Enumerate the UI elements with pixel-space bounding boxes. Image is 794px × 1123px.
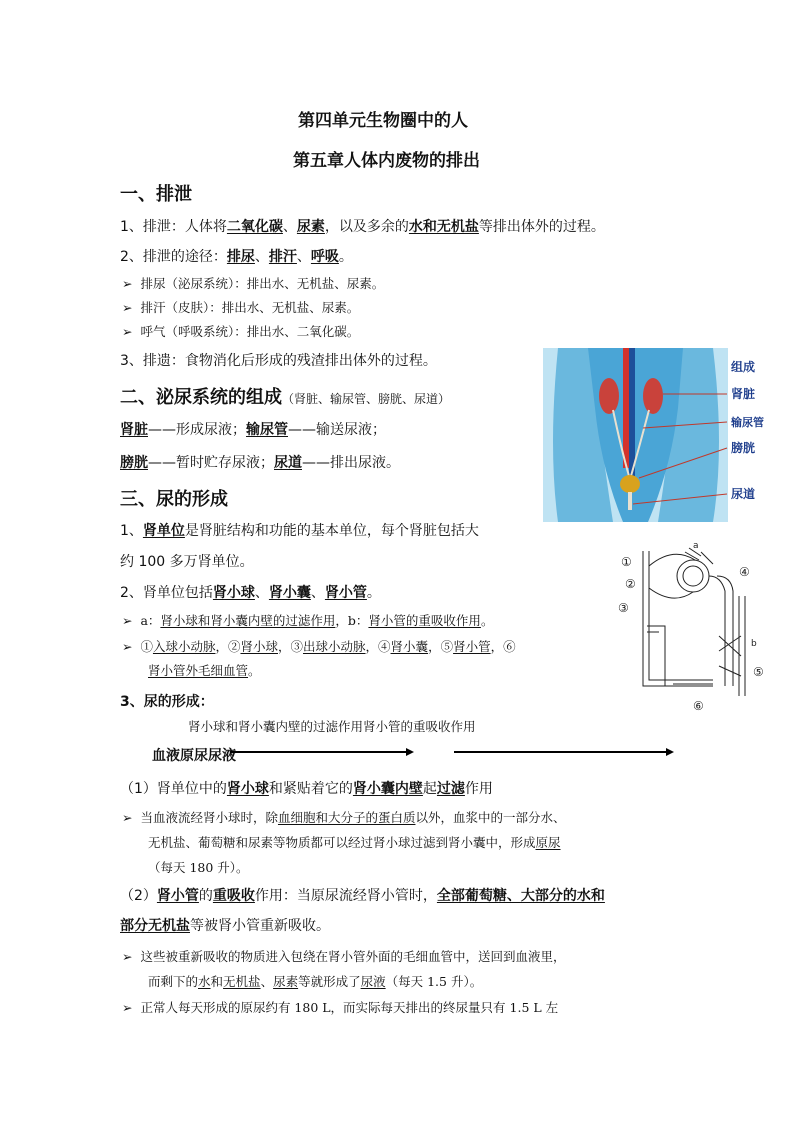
bullet-numbered-parts: ➢ ①入球小动脉，②肾小球，③出球小动脉，④肾小囊，⑤肾小管，⑥: [122, 639, 516, 654]
nephron-figure: [613, 536, 773, 716]
bullet-reabsorption-detail: ➢ 这些被重新吸收的物质进入包绕在肾小管外面的毛细血管中，送回到血液里，: [122, 949, 566, 964]
urinary-system-illustration: [543, 348, 771, 522]
subheading-urine-formation: 3、尿的形成：: [120, 694, 214, 710]
nephron-label-4: ④: [739, 565, 750, 579]
urinary-system-figure: [543, 348, 771, 522]
line-bladder-urethra: 膀胱——暂时贮存尿液；尿道——排出尿液。: [120, 455, 400, 471]
flow-arrowhead-filtration: [406, 748, 414, 756]
nephron-illustration: [613, 536, 773, 716]
line-kidney-ureter: 肾脏——形成尿液；输尿管——输送尿液；: [120, 422, 386, 438]
bullet-icon: ➢: [122, 613, 133, 628]
figure-label-kidney: 肾脏: [731, 387, 756, 401]
flow-arrowhead-reabsorption: [666, 748, 674, 756]
bullet-urination: ➢ 排尿（泌尿系统）：排出水、无机盐、尿素。: [122, 276, 385, 291]
bullet-filtration-detail-cont: 无机盐、葡萄糖和尿素等物质都可以经过肾小球过滤到肾小囊中，形成原尿: [148, 835, 561, 850]
bullet-sweating: ➢ 排汗（皮肤）：排出水、无机盐、尿素。: [122, 300, 360, 315]
paragraph-reabsorption-cont: 部分无机盐等被肾小管重新吸收。: [120, 918, 330, 934]
chapter-title: 第五章人体内废物的排出: [293, 151, 480, 171]
figure-label-bladder: 膀胱: [731, 441, 756, 455]
bullet-filtration-detail: ➢ 当血液流经肾小球时，除血细胞和大分子的蛋白质以外，血浆中的一部分水、: [122, 810, 566, 825]
paragraph-nephron-parts: 2、肾单位包括肾小球、肾小囊、肾小管。: [120, 585, 381, 601]
nephron-label-1: ①: [621, 555, 632, 569]
bullet-icon: ➢: [122, 639, 133, 654]
section-heading-excretion: 一、排泄: [120, 184, 192, 205]
section-heading-urinary-system: 二、泌尿系统的组成（肾脏、输尿管、膀胱、尿道）: [120, 387, 451, 408]
bullet-reabsorption-detail-cont: 而剩下的水和无机盐、尿素等就形成了尿液（每天 1.5 升）。: [148, 974, 483, 989]
bullet-icon: ➢: [122, 810, 133, 825]
paragraph-filtration: （1）肾单位中的肾小球和紧贴着它的肾小囊内壁起过滤作用: [120, 781, 493, 797]
nephron-label-2: ②: [625, 577, 636, 591]
nephron-label-b: b: [751, 639, 757, 649]
flow-process-labels: 肾小球和肾小囊内壁的过滤作用肾小管的重吸收作用: [188, 719, 476, 734]
nephron-label-5: ⑤: [753, 665, 764, 679]
bullet-a-b-meaning: ➢ a：肾小球和肾小囊内壁的过滤作用，b：肾小管的重吸收作用。: [122, 613, 494, 628]
paragraph-nephron: 1、肾单位是肾脏结构和功能的基本单位，每个肾脏包括大: [120, 523, 479, 539]
paragraph-reabsorption: （2）肾小管的重吸收作用：当原尿流经肾小管时，全部葡萄糖、大部分的水和: [120, 888, 605, 904]
figure-label-ureter: 输尿管: [731, 416, 764, 429]
flow-stage-labels: 血液原尿尿液: [152, 748, 236, 764]
bullet-icon: ➢: [122, 300, 133, 315]
bullet-breathing: ➢ 呼气（呼吸系统）：排出水、二氧化碳。: [122, 324, 360, 339]
unit-title: 第四单元生物圈中的人: [298, 111, 468, 131]
bullet-numbered-parts-cont: 肾小管外毛细血管。: [148, 663, 261, 678]
nephron-label-3: ③: [618, 601, 629, 615]
bullet-icon: ➢: [122, 1000, 133, 1015]
bullet-icon: ➢: [122, 949, 133, 964]
bullet-icon: ➢: [122, 324, 133, 339]
nephron-label-a: a: [693, 541, 699, 551]
figure-label-urethra: 尿道: [731, 487, 756, 501]
figure-label-composition: 组成: [731, 360, 756, 374]
bullet-icon: ➢: [122, 276, 133, 291]
nephron-label-6: ⑥: [693, 699, 704, 713]
bullet-filtration-volume: （每天 180 升）。: [148, 860, 249, 875]
bullet-urine-volume: ➢ 正常人每天形成的原尿约有 180 L，而实际每天排出的终尿量只有 1.5 L 左: [122, 1000, 559, 1015]
paragraph-egestion: 3、排遗：食物消化后形成的残渣排出体外的过程。: [120, 353, 437, 369]
section-heading-urine-formation: 三、尿的形成: [120, 489, 228, 510]
flow-arrows: [230, 745, 680, 759]
paragraph-excretion-routes: 2、排泄的途径：排尿、排汗、呼吸。: [120, 249, 353, 265]
paragraph-nephron-count: 约 100 多万肾单位。: [120, 554, 254, 570]
paragraph-excretion-definition: 1、排泄：人体将二氧化碳、尿素，以及多余的水和无机盐等排出体外的过程。: [120, 219, 605, 235]
